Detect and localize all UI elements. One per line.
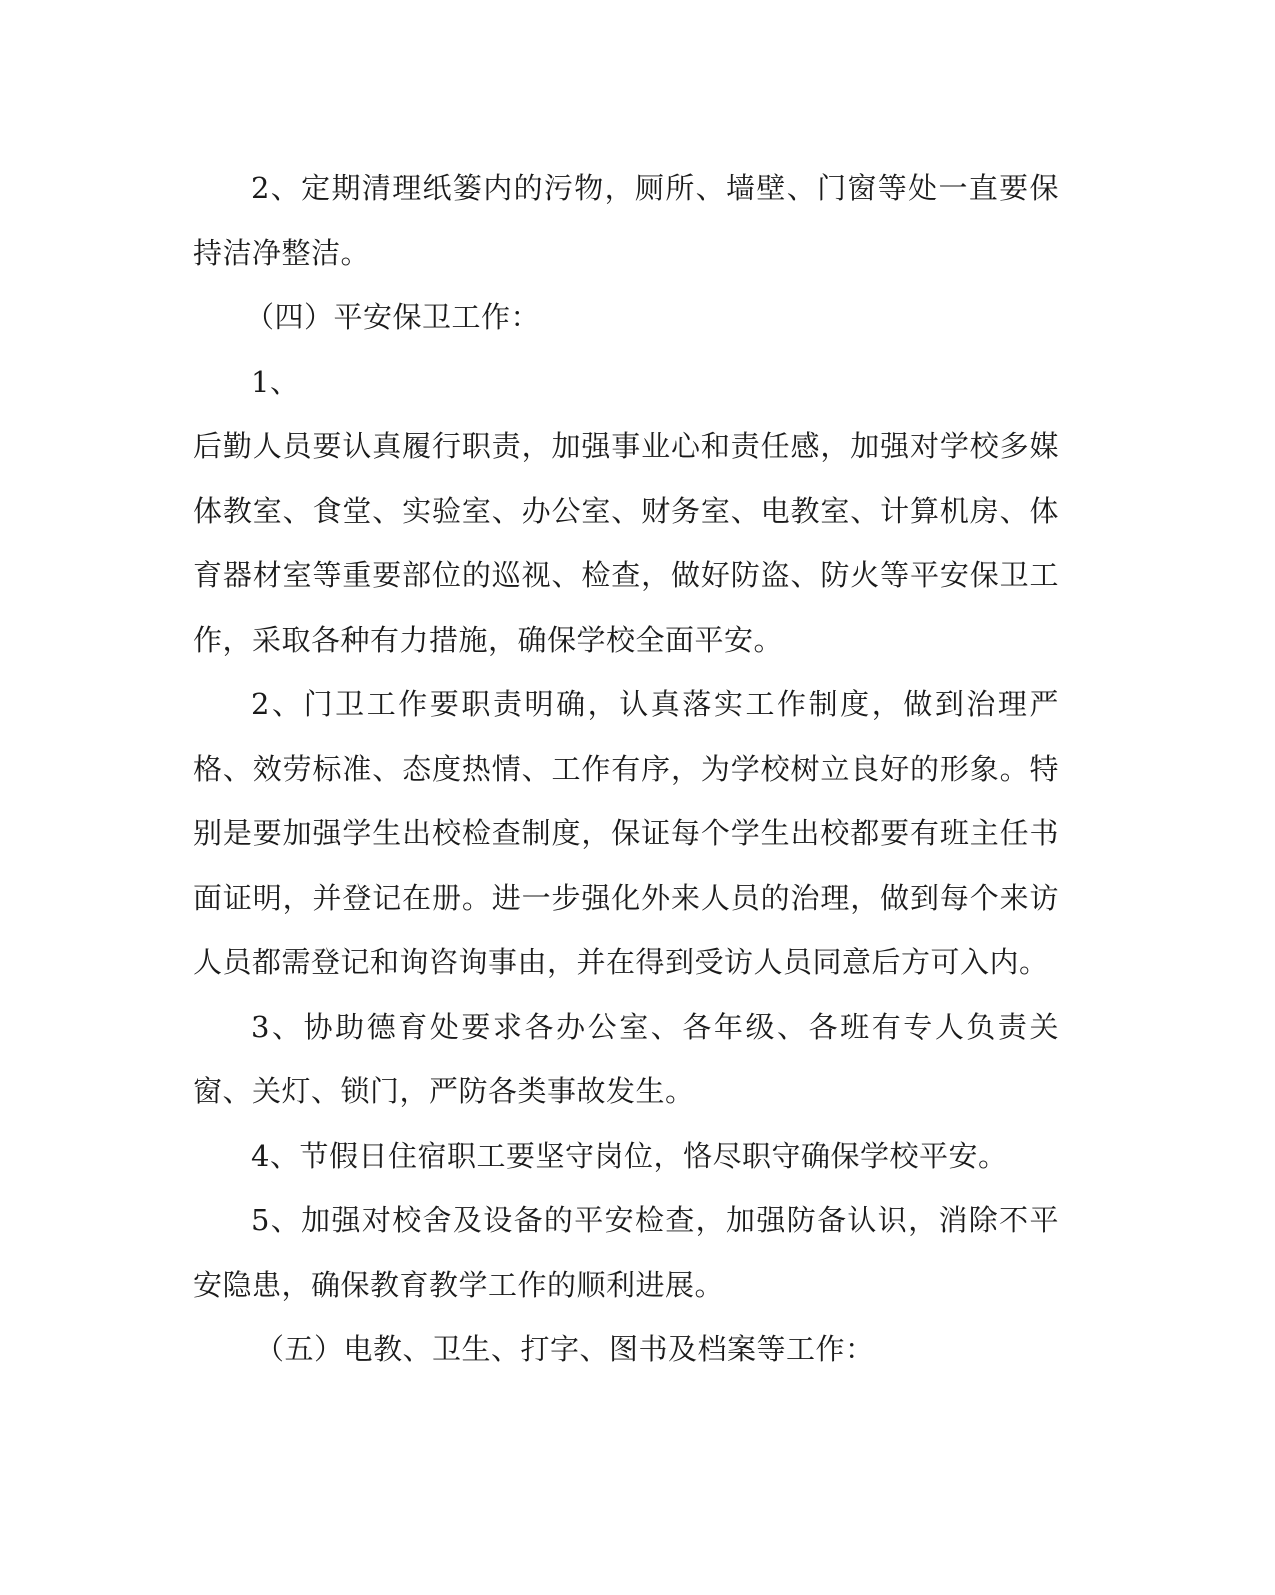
paragraph-item-2-guard: 2、门卫工作要职责明确，认真落实工作制度，做到治理严格、效劳标准、态度热情、工作有序，为学校树立良好的形象。特别是要加强学生出校检查制度，保证每个学生出校都要有班主任书面证明，并登记在册。进一步强化外来人员的治理，做到每个来访人员都需登记和询咨询事由，并在得到受访人员同意后方可入内。 (193, 687, 1059, 979)
paragraph-item-4-holidays: 4、节假日住宿职工要坚守岗位，恪尽职守确保学校平安。 (251, 1138, 1008, 1173)
document-body (193, 156, 1059, 1382)
paragraph-item-2-cleaning: 2、定期清理纸篓内的污物，厕所、墙壁、门窗等处一直要保持洁净整洁。 (193, 171, 1059, 270)
paragraph-logistics-duties: 后勤人员要认真履行职责，加强事业心和责任感，加强对学校多媒体教室、食堂、实验室、办公室、财务室、电教室、计算机房、体育器材室等重要部位的巡视、检查，做好防盗、防火等平安保卫工作，采取各种有力措施，确保学校全面平安。 (193, 429, 1059, 657)
section-heading-security: （四）平安保卫工作： (245, 300, 541, 334)
paragraph-item-5-inspection: 5、加强对校舍及设备的平安检查，加强防备认识，消除不平安隐患，确保教育教学工作的顺利进展。 (193, 1203, 1059, 1302)
section-heading-av-hygiene: （五）电教、卫生、打字、图书及档案等工作： (255, 1332, 875, 1366)
paragraph-item-3-offices: 3、协助德育处要求各办公室、各年级、各班有专人负责关窗、关灯、锁门，严防各类事故发生。 (193, 1009, 1059, 1108)
paragraph-item-1-number: 1、 (251, 364, 300, 399)
